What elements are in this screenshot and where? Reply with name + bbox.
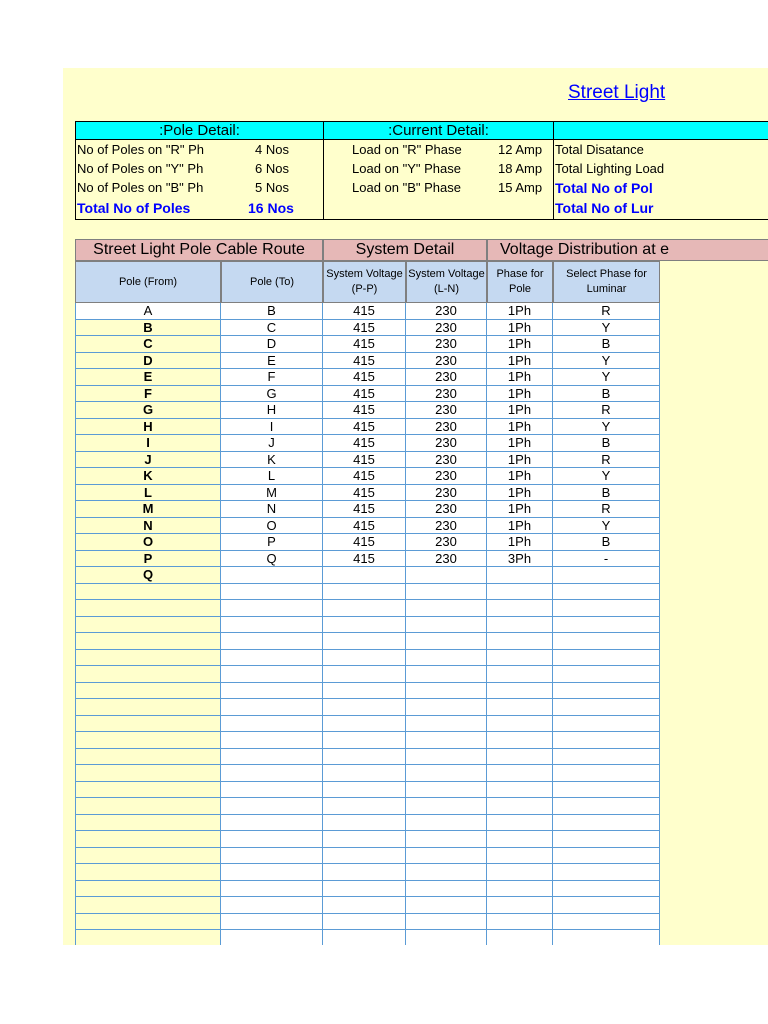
cell-voltage-ln[interactable]: 230 [406, 452, 487, 469]
cell-pole-from[interactable]: L [75, 485, 221, 502]
cell-voltage-ln[interactable] [406, 848, 487, 865]
cell-pole-to[interactable] [221, 584, 323, 601]
cell-phase-luminar[interactable] [553, 699, 660, 716]
cell-pole-to[interactable]: C [221, 320, 323, 337]
cell-voltage-pp[interactable] [323, 633, 406, 650]
cell-pole-to[interactable] [221, 815, 323, 832]
cell-pole-from[interactable]: B [75, 320, 221, 337]
cell-phase-pole[interactable]: 1Ph [487, 369, 553, 386]
cell-voltage-ln[interactable]: 230 [406, 551, 487, 568]
cell-voltage-ln[interactable]: 230 [406, 534, 487, 551]
col-header-pole-to: Pole (To) [221, 261, 323, 303]
cell-voltage-pp[interactable] [323, 914, 406, 931]
cell-pole-to[interactable] [221, 782, 323, 799]
cell-phase-pole[interactable]: 1Ph [487, 501, 553, 518]
cell-phase-luminar[interactable] [553, 666, 660, 683]
cell-phase-luminar[interactable] [553, 617, 660, 634]
cell-phase-pole[interactable] [487, 732, 553, 749]
cell-voltage-pp[interactable] [323, 600, 406, 617]
cell-phase-luminar[interactable] [553, 782, 660, 799]
cell-voltage-ln[interactable] [406, 716, 487, 733]
cell-phase-pole[interactable]: 1Ph [487, 353, 553, 370]
cell-phase-pole[interactable] [487, 650, 553, 667]
cell-pole-from[interactable]: O [75, 534, 221, 551]
cell-phase-luminar[interactable] [553, 633, 660, 650]
cell-pole-from[interactable] [75, 650, 221, 667]
cell-phase-pole[interactable] [487, 897, 553, 914]
cell-phase-pole[interactable] [487, 716, 553, 733]
pole-r-value: 4 Nos [255, 142, 289, 157]
cell-pole-to[interactable] [221, 798, 323, 815]
cell-phase-pole[interactable]: 1Ph [487, 452, 553, 469]
cell-phase-pole[interactable]: 1Ph [487, 303, 553, 320]
cell-voltage-pp[interactable]: 415 [323, 336, 406, 353]
cell-voltage-pp[interactable]: 415 [323, 452, 406, 469]
cell-pole-to[interactable]: Q [221, 551, 323, 568]
spreadsheet-page [63, 68, 768, 945]
cell-pole-from[interactable] [75, 617, 221, 634]
cell-voltage-ln[interactable] [406, 815, 487, 832]
cell-phase-luminar[interactable]: B [553, 485, 660, 502]
cell-pole-from[interactable] [75, 897, 221, 914]
cell-phase-luminar[interactable] [553, 848, 660, 865]
cell-voltage-pp[interactable] [323, 650, 406, 667]
cell-phase-luminar[interactable] [553, 716, 660, 733]
cell-voltage-ln[interactable] [406, 617, 487, 634]
group-header-cable-route: Street Light Pole Cable Route [75, 239, 323, 261]
cell-phase-pole[interactable]: 1Ph [487, 402, 553, 419]
cell-voltage-ln[interactable]: 230 [406, 485, 487, 502]
cell-voltage-ln[interactable] [406, 914, 487, 931]
cell-pole-to[interactable] [221, 732, 323, 749]
cell-voltage-pp[interactable]: 415 [323, 353, 406, 370]
total-distance-label: Total Disatance [555, 142, 644, 157]
cell-phase-luminar[interactable]: R [553, 452, 660, 469]
load-y-value: 18 Amp [498, 161, 543, 176]
cell-pole-from[interactable]: E [75, 369, 221, 386]
cell-pole-to[interactable] [221, 567, 323, 584]
cell-phase-pole[interactable] [487, 815, 553, 832]
cell-voltage-ln[interactable]: 230 [406, 386, 487, 403]
summary-bottom-border [75, 219, 768, 220]
cell-pole-from[interactable] [75, 864, 221, 881]
cell-phase-luminar[interactable]: Y [553, 320, 660, 337]
cell-voltage-ln[interactable] [406, 683, 487, 700]
group-header-voltage-distribution: Voltage Distribution at e [487, 239, 768, 261]
total-lighting-load-label: Total Lighting Load [555, 161, 665, 176]
cell-voltage-ln[interactable]: 230 [406, 518, 487, 535]
cell-voltage-ln[interactable] [406, 749, 487, 766]
cell-phase-luminar[interactable] [553, 683, 660, 700]
cell-pole-from[interactable]: P [75, 551, 221, 568]
cell-phase-luminar[interactable]: B [553, 435, 660, 452]
cell-pole-from[interactable] [75, 815, 221, 832]
cell-phase-pole[interactable] [487, 914, 553, 931]
cell-pole-from[interactable] [75, 683, 221, 700]
cell-pole-from[interactable]: I [75, 435, 221, 452]
cell-phase-pole[interactable] [487, 848, 553, 865]
cell-pole-to[interactable]: N [221, 501, 323, 518]
cell-phase-pole[interactable] [487, 930, 553, 945]
cell-voltage-ln[interactable] [406, 864, 487, 881]
pole-b-value: 5 Nos [255, 180, 289, 195]
cell-phase-luminar[interactable]: Y [553, 419, 660, 436]
cell-pole-from[interactable] [75, 798, 221, 815]
cell-voltage-ln[interactable] [406, 897, 487, 914]
cell-pole-from[interactable] [75, 881, 221, 898]
cell-pole-from[interactable] [75, 914, 221, 931]
cell-phase-pole[interactable] [487, 831, 553, 848]
cell-pole-to[interactable] [221, 699, 323, 716]
cell-voltage-pp[interactable]: 415 [323, 435, 406, 452]
pole-y-value: 6 Nos [255, 161, 289, 176]
cell-voltage-ln[interactable]: 230 [406, 336, 487, 353]
cell-phase-pole[interactable] [487, 798, 553, 815]
cell-phase-pole[interactable]: 1Ph [487, 534, 553, 551]
cell-phase-pole[interactable] [487, 584, 553, 601]
summary-divider-2 [553, 121, 554, 220]
cell-voltage-pp[interactable] [323, 831, 406, 848]
cell-phase-pole[interactable]: 1Ph [487, 386, 553, 403]
cell-phase-luminar[interactable]: R [553, 402, 660, 419]
cell-phase-luminar[interactable] [553, 815, 660, 832]
cell-voltage-ln[interactable] [406, 782, 487, 799]
load-r-value: 12 Amp [498, 142, 543, 157]
cell-voltage-pp[interactable]: 415 [323, 485, 406, 502]
cell-phase-luminar[interactable] [553, 831, 660, 848]
cell-pole-to[interactable] [221, 650, 323, 667]
cell-phase-luminar[interactable] [553, 584, 660, 601]
cell-voltage-pp[interactable] [323, 683, 406, 700]
cell-voltage-ln[interactable] [406, 930, 487, 945]
cell-phase-luminar[interactable] [553, 650, 660, 667]
cell-phase-pole[interactable]: 1Ph [487, 518, 553, 535]
cell-pole-from[interactable] [75, 633, 221, 650]
cell-voltage-pp[interactable] [323, 782, 406, 799]
page-title[interactable]: Street Light [568, 82, 666, 103]
cell-voltage-ln[interactable] [406, 567, 487, 584]
load-y-label: Load on "Y" Phase [352, 161, 461, 176]
cell-phase-pole[interactable] [487, 567, 553, 584]
cell-phase-luminar[interactable]: B [553, 386, 660, 403]
cell-phase-pole[interactable]: 1Ph [487, 485, 553, 502]
cell-voltage-pp[interactable] [323, 716, 406, 733]
cell-pole-to[interactable]: H [221, 402, 323, 419]
cell-phase-luminar[interactable] [553, 914, 660, 931]
cell-pole-to[interactable] [221, 930, 323, 945]
cell-voltage-ln[interactable] [406, 881, 487, 898]
current-detail-header: :Current Detail: [323, 121, 554, 140]
cell-pole-to[interactable]: I [221, 419, 323, 436]
cell-voltage-ln[interactable] [406, 699, 487, 716]
col-header-pole-from: Pole (From) [75, 261, 221, 303]
cell-voltage-pp[interactable]: 415 [323, 419, 406, 436]
cell-voltage-ln[interactable] [406, 765, 487, 782]
cell-phase-pole[interactable] [487, 749, 553, 766]
cell-phase-luminar[interactable]: Y [553, 353, 660, 370]
cell-phase-luminar[interactable] [553, 765, 660, 782]
pole-detail-header: :Pole Detail: [75, 121, 324, 140]
cell-pole-from[interactable]: D [75, 353, 221, 370]
cell-pole-from[interactable]: F [75, 386, 221, 403]
cell-phase-luminar[interactable] [553, 732, 660, 749]
cell-phase-luminar[interactable]: Y [553, 518, 660, 535]
cell-voltage-pp[interactable] [323, 848, 406, 865]
cell-voltage-pp[interactable]: 415 [323, 369, 406, 386]
cell-voltage-ln[interactable] [406, 732, 487, 749]
cell-pole-to[interactable] [221, 600, 323, 617]
cell-voltage-pp[interactable] [323, 765, 406, 782]
cell-pole-to[interactable] [221, 749, 323, 766]
cell-voltage-ln[interactable]: 230 [406, 501, 487, 518]
col-header-voltage-pp: System Voltage (P-P) [323, 261, 406, 303]
cell-phase-luminar[interactable] [553, 567, 660, 584]
summary-divider-1 [323, 121, 324, 220]
cell-phase-luminar[interactable] [553, 749, 660, 766]
cell-pole-from[interactable] [75, 831, 221, 848]
cell-phase-luminar[interactable]: B [553, 534, 660, 551]
pole-r-label: No of Poles on "R" Ph [77, 142, 205, 157]
total-poles-label: Total No of Poles [77, 200, 191, 216]
cell-voltage-pp[interactable]: 415 [323, 386, 406, 403]
cell-voltage-ln[interactable] [406, 600, 487, 617]
summary-left-border [75, 121, 76, 220]
cell-pole-to[interactable] [221, 831, 323, 848]
cell-voltage-pp[interactable] [323, 567, 406, 584]
cell-phase-pole[interactable]: 1Ph [487, 320, 553, 337]
cell-pole-to[interactable] [221, 716, 323, 733]
cell-pole-to[interactable] [221, 864, 323, 881]
cell-pole-from[interactable]: K [75, 468, 221, 485]
cell-pole-to[interactable] [221, 881, 323, 898]
cell-voltage-pp[interactable]: 415 [323, 303, 406, 320]
cell-phase-pole[interactable] [487, 666, 553, 683]
cell-pole-to[interactable]: D [221, 336, 323, 353]
cell-pole-to[interactable]: B [221, 303, 323, 320]
cell-phase-luminar[interactable] [553, 864, 660, 881]
total-poles-value: 16 Nos [248, 200, 294, 216]
total-luminar-summary-label: Total No of Lur [555, 200, 654, 216]
cell-voltage-pp[interactable] [323, 815, 406, 832]
cell-pole-from[interactable] [75, 749, 221, 766]
cell-voltage-ln[interactable]: 230 [406, 468, 487, 485]
cell-pole-to[interactable]: K [221, 452, 323, 469]
cell-voltage-pp[interactable] [323, 666, 406, 683]
cell-voltage-ln[interactable]: 230 [406, 435, 487, 452]
cell-voltage-pp[interactable] [323, 732, 406, 749]
cell-voltage-pp[interactable] [323, 930, 406, 945]
cell-pole-from[interactable] [75, 716, 221, 733]
cell-voltage-ln[interactable] [406, 831, 487, 848]
cell-voltage-ln[interactable] [406, 584, 487, 601]
cell-voltage-ln[interactable]: 230 [406, 419, 487, 436]
cell-phase-pole[interactable]: 1Ph [487, 336, 553, 353]
cell-voltage-ln[interactable] [406, 650, 487, 667]
cell-pole-to[interactable] [221, 848, 323, 865]
cell-phase-pole[interactable] [487, 683, 553, 700]
cell-pole-from[interactable]: C [75, 336, 221, 353]
cell-phase-pole[interactable] [487, 765, 553, 782]
cell-pole-to[interactable] [221, 633, 323, 650]
cell-voltage-pp[interactable]: 415 [323, 551, 406, 568]
cell-voltage-pp[interactable] [323, 897, 406, 914]
cell-voltage-pp[interactable] [323, 617, 406, 634]
cell-phase-luminar[interactable] [553, 881, 660, 898]
cell-pole-from[interactable] [75, 848, 221, 865]
cell-phase-pole[interactable] [487, 699, 553, 716]
cell-phase-pole[interactable] [487, 881, 553, 898]
cell-pole-from[interactable]: G [75, 402, 221, 419]
cell-phase-luminar[interactable]: Y [553, 468, 660, 485]
cell-voltage-ln[interactable] [406, 798, 487, 815]
cell-voltage-pp[interactable]: 415 [323, 501, 406, 518]
cell-pole-from[interactable]: N [75, 518, 221, 535]
total-poles-summary-label: Total No of Pol [555, 180, 653, 196]
cell-pole-to[interactable] [221, 617, 323, 634]
cell-phase-luminar[interactable] [553, 600, 660, 617]
cell-phase-luminar[interactable] [553, 897, 660, 914]
cell-pole-to[interactable]: F [221, 369, 323, 386]
cell-phase-pole[interactable] [487, 600, 553, 617]
cell-pole-to[interactable] [221, 897, 323, 914]
cell-phase-pole[interactable]: 1Ph [487, 419, 553, 436]
cell-pole-to[interactable]: J [221, 435, 323, 452]
cell-pole-from[interactable] [75, 782, 221, 799]
cell-phase-pole[interactable] [487, 617, 553, 634]
cell-phase-luminar[interactable]: R [553, 501, 660, 518]
cell-pole-from[interactable]: H [75, 419, 221, 436]
cell-pole-to[interactable] [221, 683, 323, 700]
cell-phase-pole[interactable] [487, 633, 553, 650]
cell-voltage-pp[interactable] [323, 798, 406, 815]
cell-pole-from[interactable] [75, 699, 221, 716]
cell-voltage-ln[interactable]: 230 [406, 353, 487, 370]
summary-block [75, 121, 768, 221]
pole-b-label: No of Poles on "B" Ph [77, 180, 204, 195]
cell-voltage-pp[interactable]: 415 [323, 534, 406, 551]
cell-phase-luminar[interactable]: Y [553, 369, 660, 386]
cell-voltage-pp[interactable] [323, 881, 406, 898]
cell-pole-to[interactable]: M [221, 485, 323, 502]
group-header-system-detail: System Detail [323, 239, 487, 261]
col-header-voltage-ln: System Voltage (L-N) [406, 261, 487, 303]
cell-pole-from[interactable] [75, 600, 221, 617]
cell-voltage-pp[interactable] [323, 864, 406, 881]
load-r-label: Load on "R" Phase [352, 142, 462, 157]
cell-pole-to[interactable]: E [221, 353, 323, 370]
cell-pole-from[interactable] [75, 765, 221, 782]
cell-phase-pole[interactable]: 3Ph [487, 551, 553, 568]
cell-phase-luminar[interactable]: B [553, 336, 660, 353]
cell-phase-pole[interactable] [487, 782, 553, 799]
cell-pole-from[interactable] [75, 732, 221, 749]
cell-pole-from[interactable] [75, 584, 221, 601]
cell-voltage-pp[interactable] [323, 749, 406, 766]
cell-voltage-pp[interactable]: 415 [323, 518, 406, 535]
cell-pole-to[interactable] [221, 666, 323, 683]
cell-phase-pole[interactable]: 1Ph [487, 468, 553, 485]
load-b-label: Load on "B" Phase [352, 180, 461, 195]
col-header-phase-pole: Phase for Pole [487, 261, 553, 303]
cell-phase-pole[interactable] [487, 864, 553, 881]
cell-voltage-ln[interactable]: 230 [406, 369, 487, 386]
cell-voltage-ln[interactable]: 230 [406, 320, 487, 337]
cell-pole-to[interactable] [221, 914, 323, 931]
cell-phase-luminar[interactable] [553, 930, 660, 945]
cell-voltage-ln[interactable] [406, 633, 487, 650]
cell-phase-luminar[interactable]: - [553, 551, 660, 568]
cell-pole-from[interactable] [75, 930, 221, 945]
cell-voltage-pp[interactable] [323, 699, 406, 716]
pole-y-label: No of Poles on "Y" Ph [77, 161, 204, 176]
cell-voltage-ln[interactable]: 230 [406, 303, 487, 320]
cell-pole-to[interactable]: G [221, 386, 323, 403]
cell-voltage-ln[interactable] [406, 666, 487, 683]
cell-phase-luminar[interactable]: R [553, 303, 660, 320]
cell-pole-from[interactable]: A [75, 303, 221, 320]
cell-voltage-pp[interactable]: 415 [323, 468, 406, 485]
cell-pole-from[interactable] [75, 666, 221, 683]
load-b-value: 15 Amp [498, 180, 543, 195]
third-block-header [553, 121, 768, 140]
cell-voltage-pp[interactable] [323, 584, 406, 601]
cell-pole-from[interactable]: Q [75, 567, 221, 584]
cell-voltage-pp[interactable]: 415 [323, 320, 406, 337]
cell-voltage-pp[interactable]: 415 [323, 402, 406, 419]
cell-phase-luminar[interactable] [553, 798, 660, 815]
cell-phase-pole[interactable]: 1Ph [487, 435, 553, 452]
cell-voltage-ln[interactable]: 230 [406, 402, 487, 419]
cell-pole-to[interactable]: O [221, 518, 323, 535]
cell-pole-to[interactable]: P [221, 534, 323, 551]
col-header-phase-luminar: Select Phase for Luminar [553, 261, 660, 303]
cell-pole-from[interactable]: J [75, 452, 221, 469]
cell-pole-to[interactable] [221, 765, 323, 782]
cell-pole-to[interactable]: L [221, 468, 323, 485]
cell-pole-from[interactable]: M [75, 501, 221, 518]
